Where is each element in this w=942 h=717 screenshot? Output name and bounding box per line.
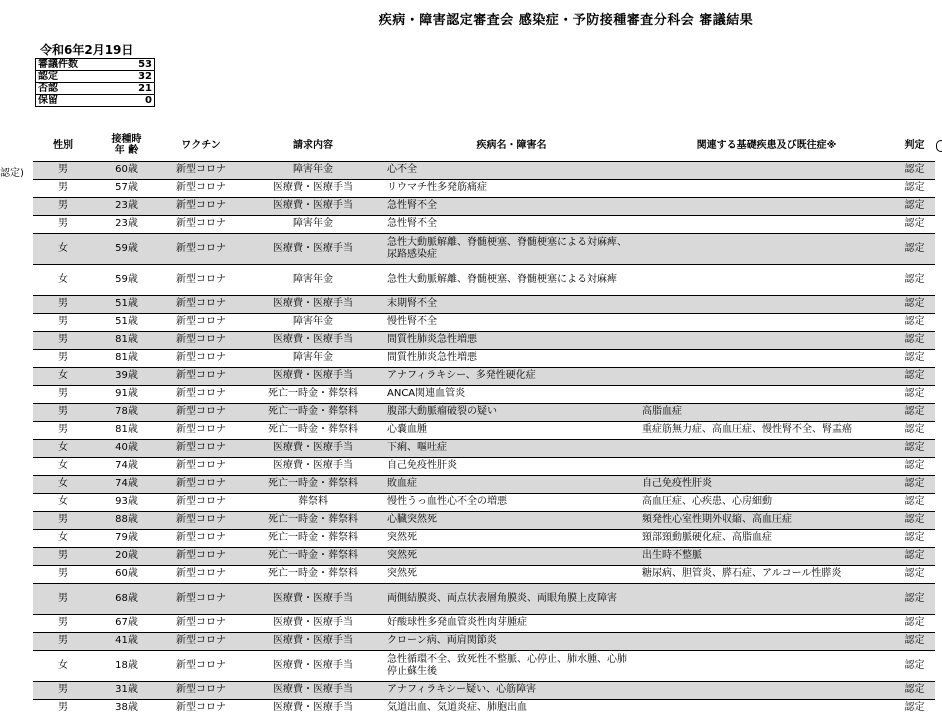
- age-cell: 67歳: [93, 614, 160, 632]
- age-cell: 51歳: [93, 313, 160, 331]
- sex-cell: 女: [33, 650, 93, 681]
- col-header-result: 判定: [894, 130, 935, 161]
- table-row: [33, 367, 935, 385]
- sex-cell: 女: [33, 457, 93, 475]
- table-row: [33, 583, 935, 614]
- basis-cell: [639, 583, 894, 614]
- claim-cell: 障害年金: [242, 264, 384, 295]
- vaccine-cell: 新型コロナ: [160, 197, 242, 215]
- basis-cell: 頻発性心室性期外収縮、高血圧症: [639, 511, 894, 529]
- summary-value: 0: [120, 95, 155, 107]
- result-cell: 認定: [894, 403, 935, 421]
- age-cell: 57歳: [93, 179, 160, 197]
- basis-cell: [639, 264, 894, 295]
- basis-cell: [639, 439, 894, 457]
- result-cell: 認定: [894, 457, 935, 475]
- disease-cell: 急性大動脈解離、脊髄梗塞、脊髄梗塞による対麻痺: [384, 264, 639, 295]
- sex-cell: 男: [33, 511, 93, 529]
- sex-cell: 男: [33, 614, 93, 632]
- age-cell: 20歳: [93, 547, 160, 565]
- basis-cell: [639, 197, 894, 215]
- claim-cell: 医療費・医療手当: [242, 457, 384, 475]
- result-cell: 認定: [894, 529, 935, 547]
- sex-cell: 男: [33, 583, 93, 614]
- result-cell: 認定: [894, 681, 935, 699]
- result-cell: 認定: [894, 349, 935, 367]
- basis-cell: [639, 331, 894, 349]
- age-cell: 38歳: [93, 699, 160, 717]
- basis-cell: [639, 632, 894, 650]
- disease-cell: 末期腎不全: [384, 295, 639, 313]
- sex-cell: 女: [33, 264, 93, 295]
- table-header-row: [33, 130, 935, 161]
- col-header-vaccine: ワクチン: [160, 130, 242, 161]
- disease-cell: 間質性肺炎急性増悪: [384, 349, 639, 367]
- basis-cell: [639, 650, 894, 681]
- document-title: 疾病・障害認定審査会 感染症・予防接種審査分科会 審議結果: [378, 13, 754, 28]
- claim-cell: 医療費・医療手当: [242, 699, 384, 717]
- basis-cell: [639, 215, 894, 233]
- claim-cell: 死亡一時金・葬祭料: [242, 403, 384, 421]
- basis-cell: [639, 385, 894, 403]
- basis-cell: [639, 349, 894, 367]
- disease-cell: 急性大動脈解離、脊髄梗塞、脊髄梗塞による対麻痺、尿路感染症: [384, 233, 639, 264]
- sex-cell: 男: [33, 632, 93, 650]
- sex-cell: 男: [33, 349, 93, 367]
- summary-label: 審議件数: [36, 59, 120, 71]
- disease-cell: 間質性肺炎急性増悪: [384, 331, 639, 349]
- basis-cell: 出生時不整脈: [639, 547, 894, 565]
- table-row: [33, 547, 935, 565]
- vaccine-cell: 新型コロナ: [160, 583, 242, 614]
- vaccine-cell: 新型コロナ: [160, 511, 242, 529]
- vaccine-cell: 新型コロナ: [160, 385, 242, 403]
- sex-cell: 男: [33, 197, 93, 215]
- col-header-age: 接種時 年 齢: [93, 130, 160, 161]
- table-row: [33, 439, 935, 457]
- age-cell: 81歳: [93, 349, 160, 367]
- meeting-date: 令和6年2月19日: [40, 43, 134, 57]
- results-table: [33, 130, 935, 717]
- age-cell: 39歳: [93, 367, 160, 385]
- vaccine-cell: 新型コロナ: [160, 547, 242, 565]
- disease-cell: リウマチ性多発筋痛症: [384, 179, 639, 197]
- disease-cell: 下痢、嘔吐症: [384, 439, 639, 457]
- result-cell: 認定: [894, 632, 935, 650]
- table-row: [33, 565, 935, 583]
- claim-cell: 死亡一時金・葬祭料: [242, 529, 384, 547]
- vaccine-cell: 新型コロナ: [160, 632, 242, 650]
- age-cell: 78歳: [93, 403, 160, 421]
- table-row: [33, 331, 935, 349]
- basis-cell: 高脂血症: [639, 403, 894, 421]
- summary-row: [36, 59, 155, 71]
- disease-cell: 両側結膜炎、両点状表層角膜炎、両眼角膜上皮障害: [384, 583, 639, 614]
- table-row: [33, 650, 935, 681]
- sex-cell: 男: [33, 403, 93, 421]
- age-cell: 93歳: [93, 493, 160, 511]
- claim-cell: 医療費・医療手当: [242, 233, 384, 264]
- result-cell: 認定: [894, 650, 935, 681]
- vaccine-cell: 新型コロナ: [160, 264, 242, 295]
- summary-value: 21: [120, 83, 155, 95]
- table-row: [33, 385, 935, 403]
- table-row: [33, 233, 935, 264]
- age-cell: 79歳: [93, 529, 160, 547]
- summary-value: 32: [120, 71, 155, 83]
- result-cell: 認定: [894, 385, 935, 403]
- disease-cell: 急性腎不全: [384, 215, 639, 233]
- col-header-sex: 性別: [33, 130, 93, 161]
- vaccine-cell: 新型コロナ: [160, 650, 242, 681]
- table-row: [33, 511, 935, 529]
- claim-cell: 医療費・医療手当: [242, 367, 384, 385]
- sex-cell: 男: [33, 565, 93, 583]
- result-cell: 認定: [894, 215, 935, 233]
- vaccine-cell: 新型コロナ: [160, 699, 242, 717]
- result-cell: 認定: [894, 493, 935, 511]
- basis-cell: [639, 179, 894, 197]
- disease-cell: 突然死: [384, 547, 639, 565]
- disease-cell: 突然死: [384, 565, 639, 583]
- basis-cell: [639, 699, 894, 717]
- vaccine-cell: 新型コロナ: [160, 439, 242, 457]
- age-cell: 59歳: [93, 233, 160, 264]
- disease-cell: 慢性腎不全: [384, 313, 639, 331]
- table-row: [33, 215, 935, 233]
- summary-row: [36, 95, 155, 107]
- sex-cell: 女: [33, 439, 93, 457]
- result-cell: 認定: [894, 295, 935, 313]
- vaccine-cell: 新型コロナ: [160, 349, 242, 367]
- age-cell: 23歳: [93, 197, 160, 215]
- basis-cell: [639, 614, 894, 632]
- age-cell: 40歳: [93, 439, 160, 457]
- sex-cell: 男: [33, 385, 93, 403]
- age-cell: 74歳: [93, 457, 160, 475]
- sex-cell: 女: [33, 233, 93, 264]
- claim-cell: 医療費・医療手当: [242, 632, 384, 650]
- claim-cell: 障害年金: [242, 215, 384, 233]
- result-cell: 認定: [894, 197, 935, 215]
- col-header-disease: 疾病名・障害名: [384, 130, 639, 161]
- age-cell: 88歳: [93, 511, 160, 529]
- age-cell: 81歳: [93, 421, 160, 439]
- age-cell: 91歳: [93, 385, 160, 403]
- age-cell: 23歳: [93, 215, 160, 233]
- claim-cell: 葬祭料: [242, 493, 384, 511]
- claim-cell: 障害年金: [242, 349, 384, 367]
- age-cell: 60歳: [93, 161, 160, 179]
- claim-cell: 医療費・医療手当: [242, 197, 384, 215]
- vaccine-cell: 新型コロナ: [160, 403, 242, 421]
- edge-bracket-mark: [936, 140, 942, 152]
- col-header-basis: 関連する基礎疾患及び既往症※: [639, 130, 894, 161]
- basis-cell: [639, 681, 894, 699]
- summary-value: 53: [120, 59, 155, 71]
- disease-cell: 心臓突然死: [384, 511, 639, 529]
- disease-cell: 敗血症: [384, 475, 639, 493]
- sex-cell: 男: [33, 547, 93, 565]
- age-cell: 68歳: [93, 583, 160, 614]
- disease-cell: ANCA関連血管炎: [384, 385, 639, 403]
- disease-cell: 心嚢血腫: [384, 421, 639, 439]
- table-row: [33, 403, 935, 421]
- vaccine-cell: 新型コロナ: [160, 161, 242, 179]
- summary-label: 否認: [36, 83, 120, 95]
- basis-cell: [639, 161, 894, 179]
- claim-cell: 死亡一時金・葬祭料: [242, 547, 384, 565]
- disease-cell: 突然死: [384, 529, 639, 547]
- age-cell: 41歳: [93, 632, 160, 650]
- age-cell: 18歳: [93, 650, 160, 681]
- vaccine-cell: 新型コロナ: [160, 529, 242, 547]
- basis-cell: [639, 295, 894, 313]
- sex-cell: 女: [33, 493, 93, 511]
- claim-cell: 障害年金: [242, 161, 384, 179]
- claim-cell: 医療費・医療手当: [242, 295, 384, 313]
- table-row: [33, 197, 935, 215]
- table-row: [33, 529, 935, 547]
- sex-cell: 男: [33, 681, 93, 699]
- claim-cell: 死亡一時金・葬祭料: [242, 475, 384, 493]
- result-cell: 認定: [894, 264, 935, 295]
- age-cell: 74歳: [93, 475, 160, 493]
- result-cell: 認定: [894, 565, 935, 583]
- age-cell: 81歳: [93, 331, 160, 349]
- basis-cell: 高血圧症、心疾患、心房細動: [639, 493, 894, 511]
- table-row: [33, 313, 935, 331]
- vaccine-cell: 新型コロナ: [160, 331, 242, 349]
- vaccine-cell: 新型コロナ: [160, 475, 242, 493]
- claim-cell: 医療費・医療手当: [242, 583, 384, 614]
- table-row: [33, 179, 935, 197]
- basis-cell: [639, 233, 894, 264]
- result-cell: 認定: [894, 699, 935, 717]
- result-cell: 認定: [894, 331, 935, 349]
- table-row: [33, 493, 935, 511]
- age-cell: 51歳: [93, 295, 160, 313]
- sex-cell: 男: [33, 699, 93, 717]
- claim-cell: 医療費・医療手当: [242, 614, 384, 632]
- vaccine-cell: 新型コロナ: [160, 295, 242, 313]
- result-cell: 認定: [894, 233, 935, 264]
- table-row: [33, 681, 935, 699]
- summary-table: [35, 58, 155, 107]
- basis-cell: [639, 457, 894, 475]
- vaccine-cell: 新型コロナ: [160, 493, 242, 511]
- basis-cell: [639, 313, 894, 331]
- age-cell: 59歳: [93, 264, 160, 295]
- claim-cell: 医療費・医療手当: [242, 681, 384, 699]
- disease-cell: 心不全: [384, 161, 639, 179]
- col-header-claim: 請求内容: [242, 130, 384, 161]
- table-row: [33, 457, 935, 475]
- disease-cell: アナフィラキシー疑い、心筋障害: [384, 681, 639, 699]
- basis-cell: 重症筋無力症、高血圧症、慢性腎不全、腎盂癌: [639, 421, 894, 439]
- result-cell: 認定: [894, 179, 935, 197]
- sex-cell: 男: [33, 313, 93, 331]
- table-row: [33, 349, 935, 367]
- disease-cell: 慢性うっ血性心不全の増悪: [384, 493, 639, 511]
- sex-cell: 女: [33, 475, 93, 493]
- disease-cell: 気道出血、気道炎症、肺胞出血: [384, 699, 639, 717]
- disease-cell: クローン病、両肩関節炎: [384, 632, 639, 650]
- basis-cell: 糖尿病、胆管炎、膵石症、アルコール性膵炎: [639, 565, 894, 583]
- age-cell: 60歳: [93, 565, 160, 583]
- disease-cell: 急性循環不全、致死性不整脈、心停止、肺水腫、心肺停止蘇生後: [384, 650, 639, 681]
- result-cell: 認定: [894, 583, 935, 614]
- result-cell: 認定: [894, 439, 935, 457]
- result-cell: 認定: [894, 511, 935, 529]
- vaccine-cell: 新型コロナ: [160, 457, 242, 475]
- vaccine-cell: 新型コロナ: [160, 313, 242, 331]
- vaccine-cell: 新型コロナ: [160, 614, 242, 632]
- vaccine-cell: 新型コロナ: [160, 233, 242, 264]
- sex-cell: 男: [33, 331, 93, 349]
- summary-label: 保留: [36, 95, 120, 107]
- basis-cell: 自己免疫性肝炎: [639, 475, 894, 493]
- claim-cell: 死亡一時金・葬祭料: [242, 385, 384, 403]
- result-cell: 認定: [894, 313, 935, 331]
- table-row: [33, 421, 935, 439]
- summary-row: [36, 83, 155, 95]
- sex-cell: 女: [33, 529, 93, 547]
- result-cell: 認定: [894, 161, 935, 179]
- vaccine-cell: 新型コロナ: [160, 367, 242, 385]
- claim-cell: 医療費・医療手当: [242, 179, 384, 197]
- sex-cell: 男: [33, 295, 93, 313]
- table-row: [33, 295, 935, 313]
- claim-cell: 死亡一時金・葬祭料: [242, 511, 384, 529]
- table-row: [33, 614, 935, 632]
- result-cell: 認定: [894, 475, 935, 493]
- vaccine-cell: 新型コロナ: [160, 421, 242, 439]
- basis-cell: [639, 367, 894, 385]
- vaccine-cell: 新型コロナ: [160, 215, 242, 233]
- table-row: [33, 475, 935, 493]
- sex-cell: 男: [33, 179, 93, 197]
- age-cell: 31歳: [93, 681, 160, 699]
- vaccine-cell: 新型コロナ: [160, 565, 242, 583]
- result-cell: 認定: [894, 421, 935, 439]
- sex-cell: 男: [33, 421, 93, 439]
- table-row: [33, 161, 935, 179]
- claim-cell: 医療費・医療手当: [242, 331, 384, 349]
- claim-cell: 死亡一時金・葬祭料: [242, 565, 384, 583]
- claim-cell: 障害年金: [242, 313, 384, 331]
- summary-row: [36, 71, 155, 83]
- result-cell: 認定: [894, 547, 935, 565]
- disease-cell: 好酸球性多発血管炎性肉芽腫症: [384, 614, 639, 632]
- sex-cell: 男: [33, 161, 93, 179]
- basis-cell: 頸部頸動脈硬化症、高脂血症: [639, 529, 894, 547]
- sex-cell: 女: [33, 367, 93, 385]
- sex-cell: 男: [33, 215, 93, 233]
- table-row: [33, 264, 935, 295]
- vaccine-cell: 新型コロナ: [160, 681, 242, 699]
- disease-cell: 腹部大動脈瘤破裂の疑い: [384, 403, 639, 421]
- claim-cell: 医療費・医療手当: [242, 650, 384, 681]
- side-text: 認定): [0, 168, 24, 179]
- result-cell: 認定: [894, 614, 935, 632]
- disease-cell: 急性腎不全: [384, 197, 639, 215]
- vaccine-cell: 新型コロナ: [160, 179, 242, 197]
- summary-label: 認定: [36, 71, 120, 83]
- result-cell: 認定: [894, 367, 935, 385]
- claim-cell: 医療費・医療手当: [242, 439, 384, 457]
- table-row: [33, 699, 935, 717]
- disease-cell: 自己免疫性肝炎: [384, 457, 639, 475]
- disease-cell: アナフィラキシー、多発性硬化症: [384, 367, 639, 385]
- table-row: [33, 632, 935, 650]
- claim-cell: 死亡一時金・葬祭料: [242, 421, 384, 439]
